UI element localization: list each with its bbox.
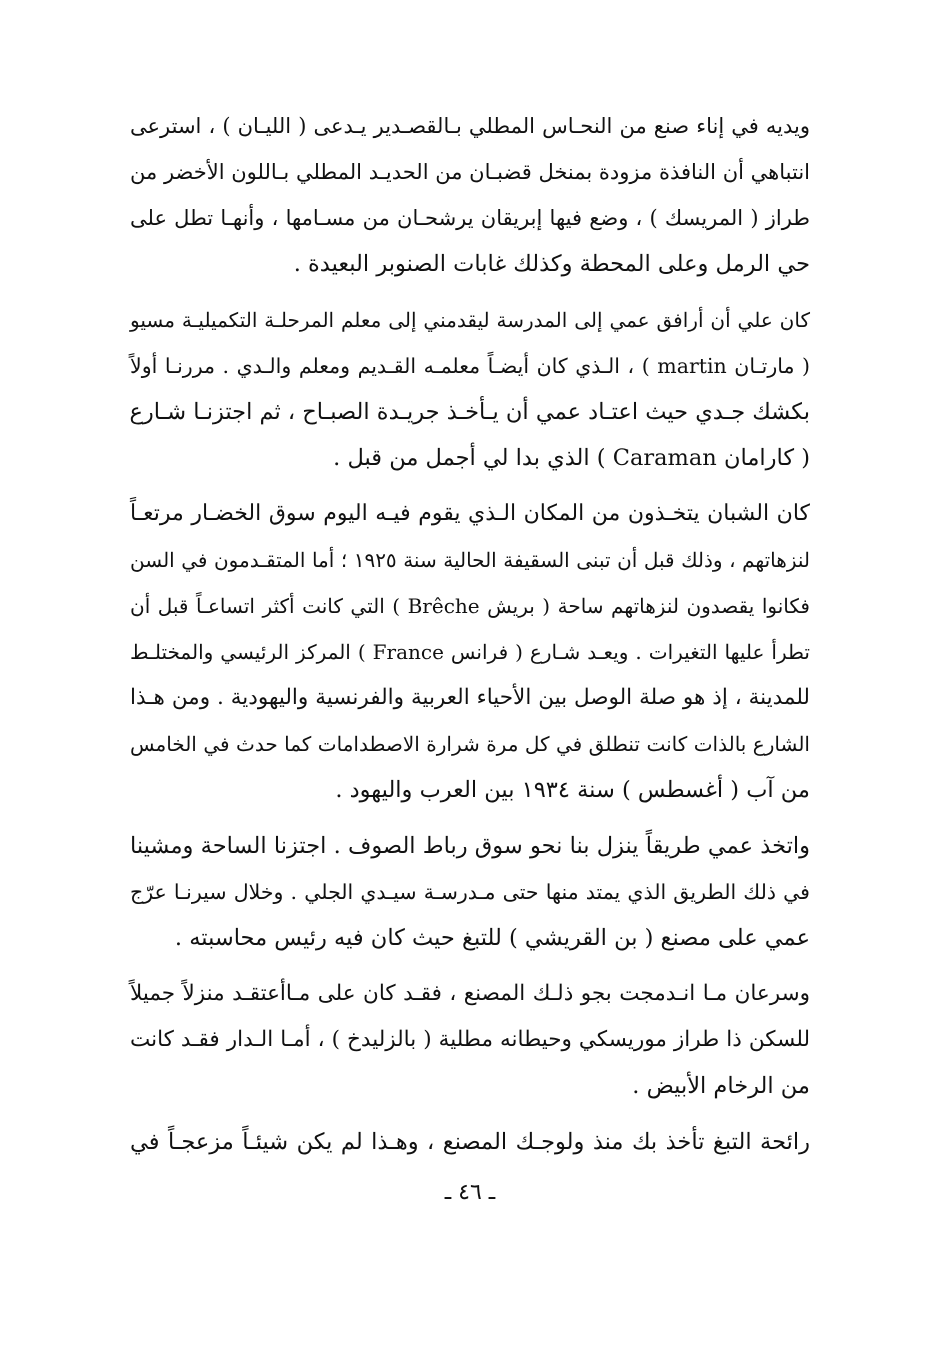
paragraph (130, 491, 810, 813)
text-line: وسرعان مـا انـدمجت بجو ذلـك المصنع ، فقـد كان على مـاأعتقـد منزلاً جميلاً (130, 981, 810, 1006)
text-line: في ذلك الطريق الذي يمتد منها حتى مـدرسـة سيـدي الجلي . وخلال سيرنـا عرّج (130, 880, 810, 904)
text-line: رائحة التبغ تأخذ بك منذ ولوجـك المصنع ، وهـذا لم يكن شيئـاً مزعجـاً في (130, 1129, 810, 1155)
paragraph (130, 103, 810, 287)
text-line: من الرخام الأبيض . (632, 1073, 810, 1099)
text-line: واتخذ عمي طريقاً ينزل بنا نحو سوق رباط الصوف . اجتزنا الساحة ومشينا (130, 833, 810, 859)
text-line: تطرأ عليها التغيرات . ويعـد شـارع ( فرانس France ) المركز الرئيسي والمختلـط (130, 640, 810, 664)
paragraph (130, 971, 810, 1109)
text-line: كان علي أن أرافق عمي إلى المدرسة ليقدمني إلى معلم المرحلـة التكميليـة مسيو (130, 308, 810, 332)
page-number: ـ ٤٦ ـ (444, 1180, 496, 1205)
text-line: من آب ( أغسطس ) سنة ١٩٣٤ بين العرب واليهود . (335, 777, 810, 803)
paragraph (130, 823, 810, 961)
paragraph (130, 297, 810, 481)
text-line: ( مارتـان martin ) ، الـذي كان أيضـاً معلمـه القـديم ومعلم والـدي . مررنـا أولاً (130, 354, 810, 378)
text-line: للمدينة ، إذ هو صلة الوصل بين الأحياء العربية والفرنسية واليهودية . ومن هـذا (130, 685, 810, 710)
text-line: للسكن ذا طراز موريسكي وحيطانه مطلية ( بالزليدخ ) ، أمـا الـدار فقـد كانت (130, 1027, 810, 1052)
text-line: الشارع بالذات كانت تنطلق في كل مرة شرارة الاصطدامات كما حدث في الخامس (130, 732, 810, 756)
text-line: بكشك جـدي حيث اعتـاد عمي أن يـأخـذ جريـدة الصبـاح ، ثم اجتزنـا شـارع (129, 399, 810, 425)
text-line: كان الشبان يتخـذون من المكان الـذي يقوم فيـه اليوم سوق الخضـار مرتعـاً (130, 501, 810, 526)
text-line: لنزهاتهم ، وذلك قبل أن تبنى السقيفة الحالية سنة ١٩٢٥ ؛ أما المتقـدمون في السن (130, 548, 810, 572)
text-line: طراز ( المريسك ) ، وضع فيها إبريقان يرشحـان من مسـامها ، وأنهـا تطل على (130, 206, 810, 230)
text-line: ويديه في إناء صنع من النحـاس المطلي بـالقصـدير يـدعى ( الليـان ) ، استرعى (130, 114, 810, 138)
text-line: ( كارامان Caraman ) الذي بدا لي أجمل من قبل . (333, 445, 810, 471)
text-line: حي الرمل وعلى المحطة وكذلك غابات الصنوبر البعيدة . (293, 251, 810, 277)
text-line: فكانوا يقصدون لنزهاتهم ساحة ( بريش Brêche ) التي كانت أكثر اتساعـاً قبل أن (130, 594, 810, 618)
paragraph (130, 1119, 810, 1165)
text-line: عمي على مصنع ( بن القريشي ) للتبغ حيث كان فيه رئيس محاسبته . (174, 925, 810, 951)
body-text (130, 103, 810, 1165)
text-line: انتباهي أن النافذة مزودة بمنخل قضبـان من الحديـد المطلي بـاللون الأخضر من (130, 160, 810, 184)
